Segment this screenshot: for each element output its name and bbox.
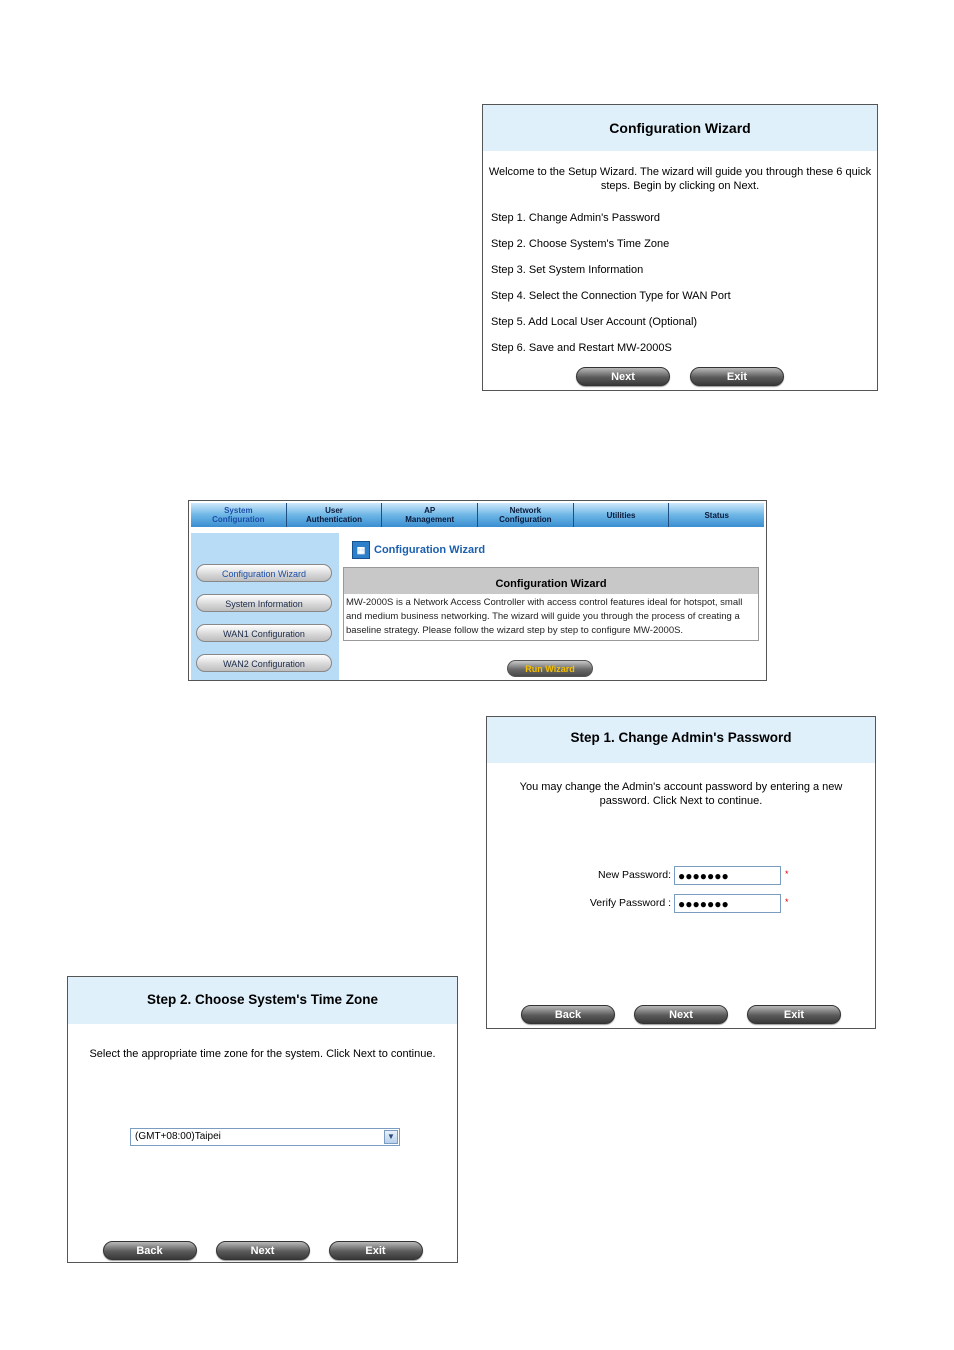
grid-icon: ▦ <box>352 541 370 559</box>
timezone-select[interactable] <box>130 1128 400 1146</box>
back-button[interactable]: Back <box>103 1241 197 1260</box>
page-title-text: Configuration Wizard <box>374 544 486 556</box>
nav-tab-label: Authentication <box>306 515 362 524</box>
exit-button[interactable]: Exit <box>329 1241 423 1260</box>
wizard-info-box <box>343 567 759 641</box>
admin-console <box>188 500 767 681</box>
sidebar-item-configuration-wizard[interactable]: Configuration Wizard <box>196 564 332 582</box>
wizard-intro: Welcome to the Setup Wizard. The wizard will guide you through these 6 quick steps. Begin by clicking on Next. <box>488 166 872 192</box>
sidebar-item-system-information[interactable]: System Information <box>196 594 332 612</box>
wizard-welcome-panel <box>482 104 878 391</box>
sidebar <box>191 533 339 680</box>
wizard-step-list <box>491 211 877 367</box>
step2-panel <box>67 976 458 1263</box>
wizard-step: Step 4. Select the Connection Type for WAN Port <box>491 290 731 302</box>
step1-button-row <box>487 1005 875 1024</box>
chevron-down-icon[interactable]: ▼ <box>384 1130 398 1144</box>
wizard-step: Step 1. Change Admin's Password <box>491 212 661 224</box>
wizard-step: Step 3. Set System Information <box>491 264 644 276</box>
exit-button[interactable]: Exit <box>747 1005 841 1024</box>
step2-title: Step 2. Choose System's Time Zone <box>68 977 457 1024</box>
wizard-button-row <box>483 367 877 386</box>
sidebar-item-wan1-configuration[interactable]: WAN1 Configuration <box>196 624 332 642</box>
wizard-step: Step 2. Choose System's Time Zone <box>491 238 670 250</box>
wizard-title: Configuration Wizard <box>483 105 877 151</box>
required-mark: * <box>785 897 789 907</box>
nav-tab-label: Management <box>405 515 455 524</box>
step1-intro: You may change the Admin's account password by entering a new password. Click Next to continue. <box>519 781 843 807</box>
new-password-field[interactable]: ●●●●●●● <box>674 866 781 885</box>
wizard-description: MW-2000S is a Network Access Controller with access control features ideal for hotspot, small and medium business networking. The wizard will guide you through the process of creating a baseline strategy. Please follow the wizard step by step to configure MW-2000S. <box>346 597 743 636</box>
nav-tab-network-configuration[interactable] <box>478 503 574 527</box>
nav-tab-label: Network <box>509 506 542 515</box>
next-button[interactable]: Next <box>634 1005 728 1024</box>
exit-button[interactable]: Exit <box>690 367 784 386</box>
nav-tab-system-configuration[interactable] <box>191 503 287 527</box>
nav-tab-ap-management[interactable] <box>382 503 478 527</box>
sidebar-item-wan2-configuration[interactable]: WAN2 Configuration <box>196 654 332 672</box>
nav-tab-utilities[interactable] <box>574 503 670 527</box>
nav-tab-label: System <box>224 506 253 515</box>
nav-tab-label: Utilities <box>606 510 636 520</box>
wizard-step: Step 5. Add Local User Account (Optional) <box>491 316 698 328</box>
run-wizard-button[interactable]: Run Wizard <box>507 660 593 677</box>
required-mark: * <box>785 869 789 879</box>
verify-password-label: Verify Password : <box>589 897 671 909</box>
new-password-label: New Password: <box>598 869 671 881</box>
step2-button-row <box>68 1241 457 1260</box>
step1-title: Step 1. Change Admin's Password <box>487 717 875 763</box>
verify-password-field[interactable]: ●●●●●●● <box>674 894 781 913</box>
nav-tab-label: User <box>325 506 343 515</box>
nav-tab-user-authentication[interactable] <box>287 503 383 527</box>
page-title <box>352 541 485 559</box>
nav-tab-label: Status <box>704 510 729 520</box>
step1-panel <box>486 716 876 1029</box>
nav-tab-label: Configuration <box>499 515 552 524</box>
top-nav <box>191 503 764 527</box>
next-button[interactable]: Next <box>576 367 670 386</box>
nav-tab-label: Configuration <box>212 515 265 524</box>
next-button[interactable]: Next <box>216 1241 310 1260</box>
step2-intro: Select the appropriate time zone for the system. Click Next to continue. <box>89 1048 436 1060</box>
wizard-box-title: Configuration Wizard <box>344 568 758 594</box>
verify-password-row <box>487 894 877 914</box>
nav-tab-status[interactable] <box>669 503 764 527</box>
new-password-row <box>487 866 877 886</box>
nav-tab-label: AP <box>424 506 436 515</box>
wizard-step: Step 6. Save and Restart MW-2000S <box>491 342 672 354</box>
timezone-selected-value: (GMT+08:00)Taipei <box>135 1131 221 1142</box>
back-button[interactable]: Back <box>521 1005 615 1024</box>
